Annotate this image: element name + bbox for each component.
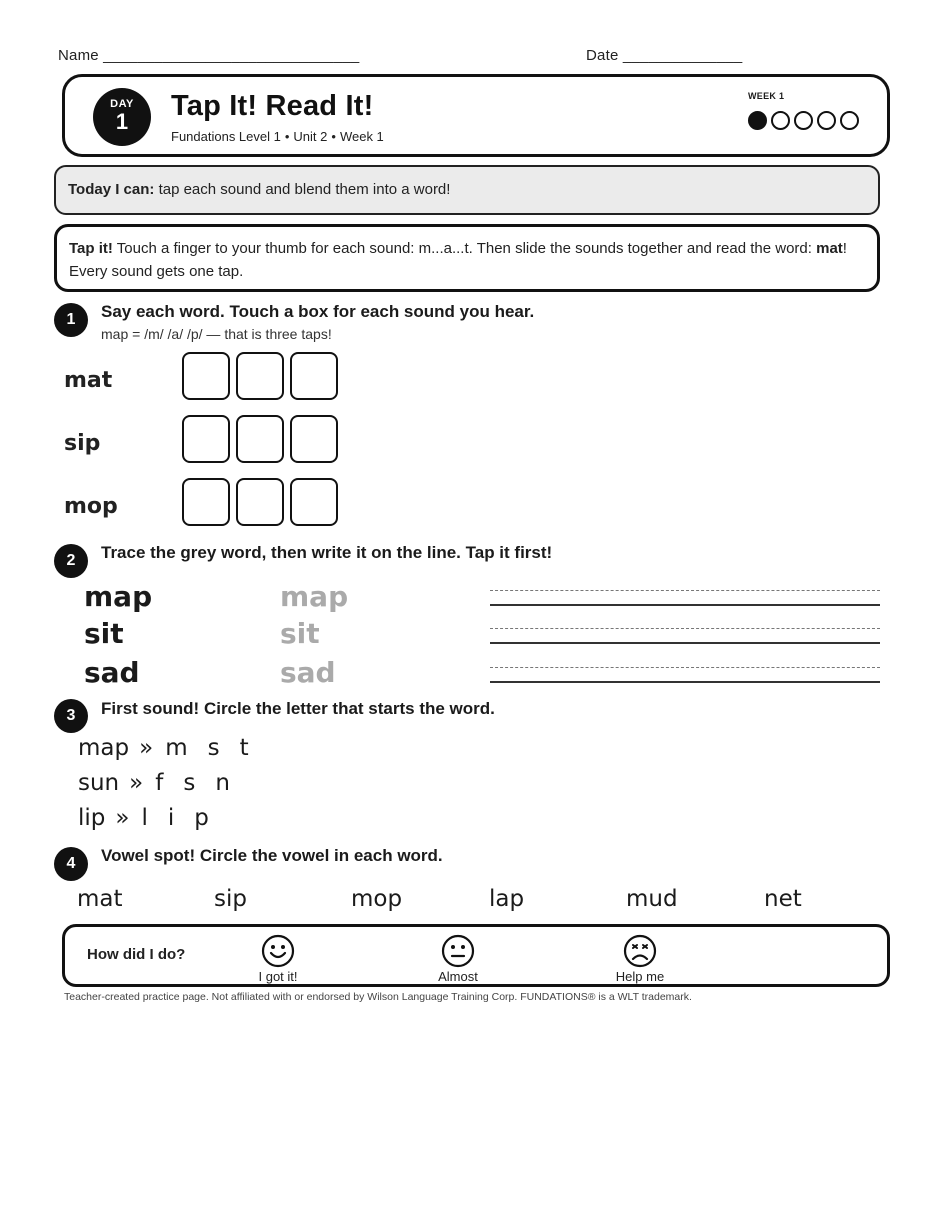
first-sound-word: map <box>78 735 130 761</box>
face-label: Help me <box>615 969 665 984</box>
vowel-word[interactable]: sip <box>214 886 247 912</box>
section-3-title: First sound! Circle the letter that starts the word. <box>101 699 495 718</box>
model-word-sit: sit <box>84 617 124 650</box>
first-sound-row <box>78 805 229 831</box>
letter-option[interactable]: f <box>155 770 164 796</box>
tap-it-text: Touch a finger to your thumb for each sound: m...a...t. Then slide the sounds together and read the word: <box>112 240 817 257</box>
page-title: Tap It! Read It! <box>171 90 374 122</box>
letter-option[interactable]: n <box>215 770 230 796</box>
model-word-map: map <box>84 580 153 613</box>
page-subtitle <box>171 129 384 144</box>
day-badge <box>93 88 151 146</box>
tap-it-word: mat <box>816 240 843 257</box>
week-dot-empty <box>840 111 859 130</box>
day-label: DAY <box>110 98 134 110</box>
footer-disclaimer: Teacher-created practice page. Not affiliated with or endorsed by Wilson Language Training Corp. FUNDATIONS® is a WLT trademark. <box>64 991 692 1003</box>
writing-line[interactable] <box>490 667 880 685</box>
trace-word-map[interactable]: map <box>280 580 349 613</box>
first-sound-row <box>78 735 269 761</box>
week-progress-dots <box>748 111 859 130</box>
week-dot-empty <box>794 111 813 130</box>
face-label: I got it! <box>258 969 298 984</box>
trace-word-sit[interactable]: sit <box>280 617 320 650</box>
sound-box[interactable] <box>182 415 230 463</box>
subtitle-separator: • <box>284 129 290 144</box>
self-check-label: How did I do? <box>87 946 186 963</box>
section-4-title: Vowel spot! Circle the vowel in each word. <box>101 846 443 865</box>
arrow-icon: » <box>115 805 130 831</box>
today-i-can-box <box>54 165 880 215</box>
sound-box[interactable] <box>290 478 338 526</box>
letter-option[interactable]: s <box>207 735 220 761</box>
first-sound-row <box>78 770 250 796</box>
week-label: WEEK 1 <box>748 91 785 101</box>
first-sound-word: lip <box>78 805 106 831</box>
sound-box[interactable] <box>290 415 338 463</box>
letter-option[interactable]: s <box>183 770 196 796</box>
section-number-1: 1 <box>54 303 88 337</box>
name-field[interactable]: Name ______________________________ <box>58 47 360 64</box>
sound-box[interactable] <box>236 352 284 400</box>
face-label: Almost <box>438 969 478 984</box>
first-sound-word: sun <box>78 770 120 796</box>
section-number-2: 2 <box>54 544 88 578</box>
sound-boxes-row <box>182 352 338 400</box>
frown-face-icon[interactable] <box>622 934 658 968</box>
arrow-icon: » <box>139 735 154 761</box>
sound-box[interactable] <box>182 478 230 526</box>
writing-line[interactable] <box>490 628 880 646</box>
section-number-4: 4 <box>54 847 88 881</box>
week-dot-empty <box>771 111 790 130</box>
arrow-icon: » <box>129 770 144 796</box>
vowel-word[interactable]: mat <box>77 886 123 912</box>
day-number: 1 <box>115 109 129 134</box>
subtitle-separator: • <box>331 129 336 144</box>
sound-boxes-row <box>182 415 338 463</box>
subtitle-level: Fundations Level 1 <box>171 129 281 144</box>
letter-option[interactable]: t <box>239 735 249 761</box>
subtitle-unit: Unit 2 <box>293 129 328 144</box>
vowel-word[interactable]: mop <box>351 886 403 912</box>
letter-option[interactable]: i <box>167 805 175 831</box>
letter-option[interactable]: m <box>165 735 188 761</box>
sound-box[interactable] <box>236 478 284 526</box>
tap-it-text-end: ! Every sound gets one tap. <box>69 240 847 280</box>
section-2-title: Trace the grey word, then write it on the line. Tap it first! <box>101 543 553 562</box>
sound-word-sip: sip <box>64 431 101 456</box>
section-1-subtitle: map = /m/ /a/ /p/ — that is three taps! <box>101 326 332 342</box>
header-box <box>62 74 890 157</box>
trace-word-sad[interactable]: sad <box>280 656 336 689</box>
week-dot-filled <box>748 111 767 130</box>
subtitle-week: Week 1 <box>339 129 384 144</box>
vowel-word[interactable]: net <box>764 886 802 912</box>
section-1-title: Say each word. Touch a box for each sound you hear. <box>101 302 535 321</box>
writing-line[interactable] <box>490 590 880 608</box>
smile-face-icon[interactable] <box>260 934 296 968</box>
sound-boxes-row <box>182 478 338 526</box>
date-field[interactable]: Date ______________ <box>586 47 743 64</box>
tap-it-label: Tap it! <box>69 240 113 257</box>
letter-option[interactable]: l <box>141 805 148 831</box>
sound-box[interactable] <box>182 352 230 400</box>
week-dot-empty <box>817 111 836 130</box>
model-word-sad: sad <box>84 656 140 689</box>
vowel-word[interactable]: mud <box>626 886 678 912</box>
tap-it-box <box>54 224 880 292</box>
today-text: tap each sound and blend them into a word! <box>154 181 451 198</box>
letter-option[interactable]: p <box>194 805 209 831</box>
sound-word-mop: mop <box>64 494 118 519</box>
vowel-word[interactable]: lap <box>489 886 525 912</box>
neutral-face-icon[interactable] <box>440 934 476 968</box>
sound-word-mat: mat <box>64 368 113 393</box>
sound-box[interactable] <box>236 415 284 463</box>
today-label: Today I can: <box>68 181 155 198</box>
sound-box[interactable] <box>290 352 338 400</box>
self-check-box <box>62 924 890 987</box>
section-number-3: 3 <box>54 699 88 733</box>
